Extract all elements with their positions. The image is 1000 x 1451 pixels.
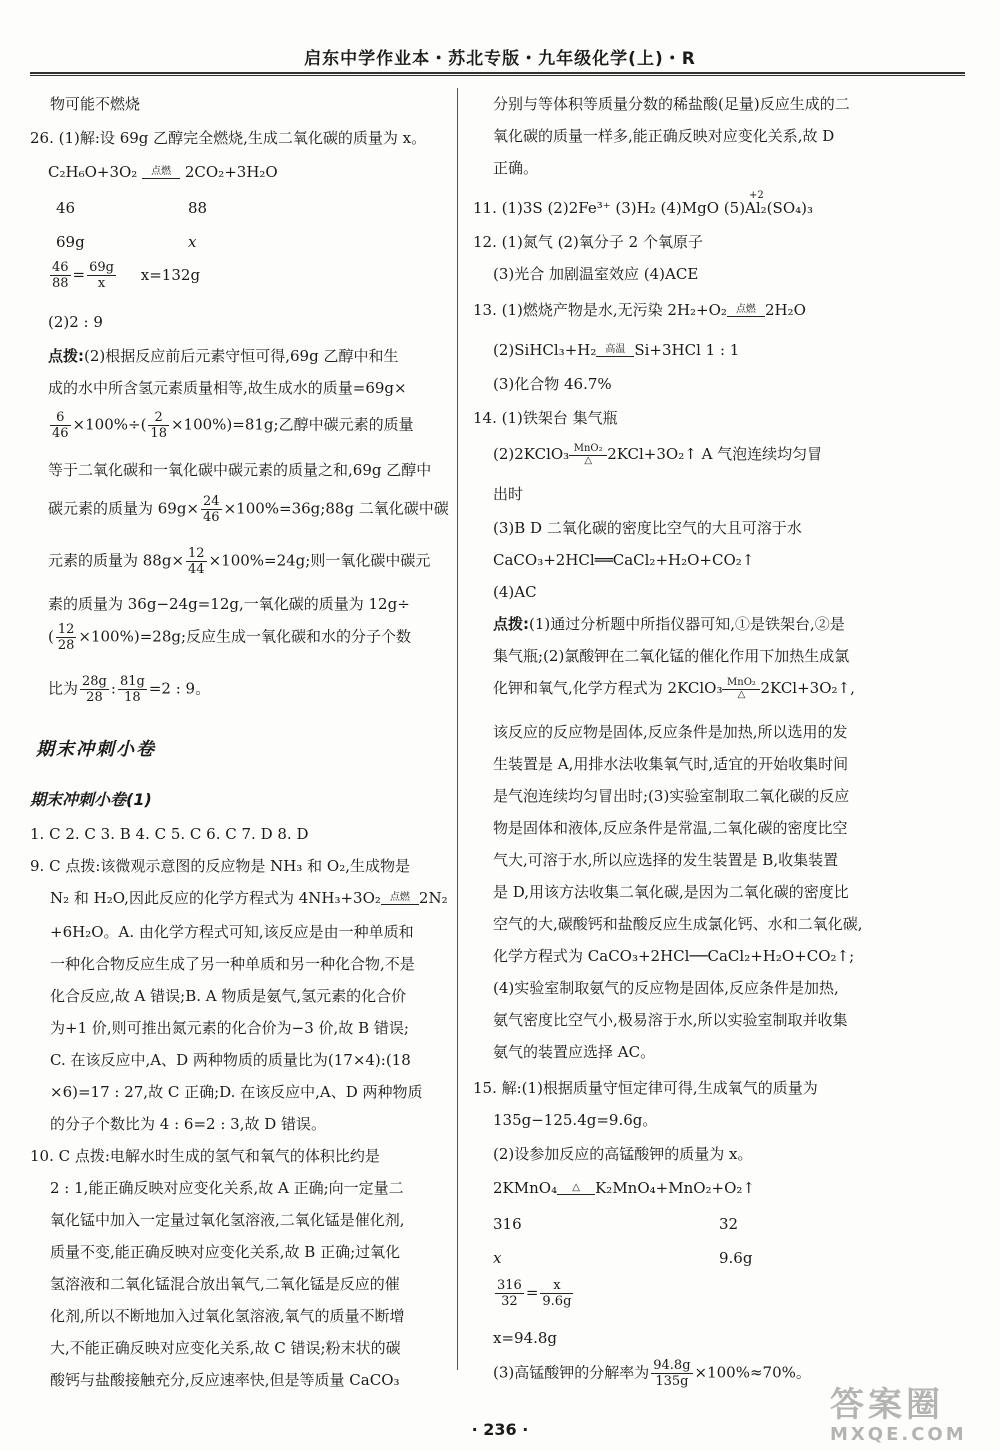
mass-316: 316 — [493, 1215, 522, 1233]
text-line: +6H₂O。A. 由化学方程式可知,该反应是由一种单质和 — [50, 923, 414, 941]
text-line: 135g−125.4g=9.6g。 — [493, 1111, 658, 1129]
fraction: $\frac{x}{9.6g}$ — [542, 1278, 572, 1309]
text-line: 分别与等体积等质量分数的稀盐酸(足量)反应生成的二 — [493, 95, 850, 113]
unknown-x: x — [188, 233, 197, 251]
unknown-x: x — [493, 1249, 502, 1267]
q13-line: 13. (1)燃烧产物是水,无污染 2H₂+O₂ 点燃 2H₂O — [473, 301, 806, 319]
equation-ethanol-combustion — [48, 162, 278, 182]
mass-88: 88 — [188, 199, 208, 217]
text-line: 是气泡连续均匀冒出时;(3)实验室制取二氧化碳的反应 — [493, 787, 850, 805]
q15-line: 15. 解:(1)根据质量守恒定律可得,生成氧气的质量为 — [473, 1079, 818, 1097]
fraction: $\frac{69g}{x}$ — [89, 260, 114, 291]
result-x: x=94.8g — [493, 1329, 558, 1347]
fraction: $\frac{2}{18}$ — [150, 410, 167, 441]
watermark-logo — [830, 1385, 980, 1447]
text-line: 该反应的反应物是固体,反应条件是加热,所以选用的发 — [493, 723, 848, 741]
fraction: $\frac{81g}{18}$ — [119, 674, 145, 705]
equation-line: CaCO₃+2HCl══CaCl₂+H₂O+CO₂↑ — [493, 551, 755, 569]
column-divider — [457, 88, 458, 1370]
mass-69g: 69g — [56, 233, 85, 251]
q12-answers: 12. (1)氮气 (2)氧分子 2 个氧原子 — [473, 233, 703, 251]
text-line: (4)AC — [493, 583, 537, 601]
hint-line: 点拨:(1)通过分析题中所指仪器可知,①是铁架台,②是 — [493, 615, 845, 633]
text-line: 化剂,所以不断地加入过氧化氢溶液,氧气的质量不断增 — [50, 1307, 405, 1325]
decomposition-rate-line: (3)高锰酸钾的分解率为 $\frac{94.8g}{135g}$ ×100%≈70%。 — [493, 1358, 811, 1389]
eq-right: 2CO₂+3H₂O — [184, 163, 278, 181]
reaction-condition: 点燃 — [142, 167, 180, 179]
fraction: $\frac{12}{44}$ — [188, 546, 205, 577]
fraction: $\frac{6}{46}$ — [52, 410, 69, 441]
text-line: 成的水中所含氢元素质量相等,故生成水的质量=69g× — [48, 379, 407, 397]
q14-line: 14. (1)铁架台 集气瓶 — [473, 409, 618, 427]
text-line: 素的质量为 36g−24g=12g,一氧化碳的质量为 12g÷ — [48, 595, 410, 613]
text-line-frac: 元素的质量为 88g× $\frac{12}{44}$ ×100%=24g;则一氧化碳中碳元 — [48, 546, 431, 577]
q10-line: 10. C 点拨:电解水时生成的氢气和氧气的体积比约是 — [30, 1147, 380, 1165]
hint-label: 点拨: — [493, 615, 529, 633]
text-line: (3)光合 加剧温室效应 (4)ACE — [493, 265, 699, 283]
fraction: $\frac{46}{88}$ — [52, 260, 69, 291]
text-line: C. 在该反应中,A、D 两种物质的质量比为(17×4):(18 — [50, 1051, 411, 1069]
text-line: 物可能不燃烧 — [50, 95, 141, 113]
q9-equation-line: N₂ 和 H₂O,因此反应的化学方程式为 4NH₃+3O₂ 点燃 2N₂ — [50, 889, 448, 907]
valence-mark: +2 — [749, 190, 764, 201]
text-line: 的分子个数比为 4 : 6=2 : 3,故 D 错误。 — [50, 1115, 327, 1133]
header-rule-thin — [30, 75, 965, 76]
text-line: 氧化碳的质量一样多,能正确反映对应变化关系,故 D — [493, 127, 835, 145]
text-line-frac: 碳元素的质量为 69g× $\frac{24}{46}$ ×100%=36g;88g 二氧化碳中碳 — [48, 494, 449, 525]
text-line: (3)化合物 46.7% — [493, 375, 612, 393]
mass-46: 46 — [56, 199, 76, 217]
q9-line: 9. C 点拨:该微观示意图的反应物是 NH₃ 和 O₂,生成物是 — [30, 857, 410, 875]
text-line-frac: 比为 $\frac{28g}{28}$ : $\frac{81g}{18}$ =2 : 9。 — [48, 674, 211, 705]
text-line: 氨气的装置应选择 AC。 — [493, 1043, 656, 1061]
proportion-line: $\frac{46}{88}$ = $\frac{69g}{x}$ x=132g — [52, 260, 201, 291]
eq-left: C₂H₆O+3O₂ — [48, 163, 138, 181]
text-line: 化合反应,故 A 错误;B. A 物质是氨气,氢元素的化合价 — [50, 987, 407, 1005]
section-title: 期末冲刺小卷 — [36, 739, 156, 760]
reaction-condition: 高温 — [596, 345, 634, 357]
answer-2: (2)2 : 9 — [48, 313, 103, 331]
text-line: 等于二氧化碳和一氧化碳中碳元素的质量之和,69g 乙醇中 — [48, 461, 432, 479]
text-line: 质量不变,能正确反映对应变化关系,故 B 正确;过氧化 — [50, 1243, 401, 1261]
text-line: 正确。 — [493, 159, 539, 177]
proportion-line: $\frac{316}{32}$ = $\frac{x}{9.6g}$ — [497, 1278, 572, 1309]
text-line: 物是固体和液体,反应条件是常温,二氧化碳的密度比空 — [493, 819, 848, 837]
text-line: 生装置是 A,用排水法收集氧气时,适宜的开始收集时间 — [493, 755, 849, 773]
text-line: 空气的大,碳酸钙和盐酸反应生成氯化钙、水和二氧化碳, — [493, 915, 863, 933]
subsection-title: 期末冲刺小卷(1) — [30, 790, 152, 809]
text-line: 2 : 1,能正确反映对应变化关系,故 A 正确;向一定量二 — [50, 1179, 404, 1197]
text-line: 酸钙与盐酸接触充分,反应速率快,但是等质量 CaCO₃ — [50, 1371, 400, 1389]
text-line: (2)设参加反应的高锰酸钾的质量为 x。 — [493, 1145, 753, 1163]
text-line: 为+1 价,则可推出氮元素的化合价为−3 价,故 B 错误; — [50, 1019, 409, 1037]
text-line-frac: $\frac{6}{46}$ ×100%÷( $\frac{2}{18}$ ×100%)=81g;乙醇中碳元素的质量 — [52, 410, 414, 441]
fraction: $\frac{24}{46}$ — [203, 494, 220, 525]
fraction: $\frac{28g}{28}$ — [82, 674, 107, 705]
reaction-condition: 点燃 — [727, 305, 765, 317]
result-x: x=132g — [140, 265, 201, 284]
q11-answers: 11. (1)3S (2)2Fe³⁺ (3)H₂ (4)MgO (5)Al₂(SO₄)₃ +2 — [473, 198, 813, 218]
page-number: · 236 · — [471, 1420, 529, 1439]
equation-line: 化钾和氧气,化学方程式为 2KClO₃ MnO₂ △ 2KCl+3O₂↑, — [493, 677, 855, 700]
text-line: (3)B D 二氧化碳的密度比空气的大且可溶于水 — [493, 519, 802, 537]
mass-32: 32 — [719, 1215, 739, 1233]
hint-label: 点拨: — [48, 347, 84, 365]
watermark-url: MXQE.COM — [830, 1424, 967, 1445]
watermark-text: 答案圈 — [830, 1385, 944, 1425]
header-rule — [30, 72, 965, 74]
text-line: (4)实验室制取氨气的反应物是固体,反应条件是加热, — [493, 979, 839, 997]
text-line: 出时 — [493, 485, 524, 503]
fraction: $\frac{316}{32}$ — [497, 1278, 522, 1309]
hint-line: 点拨:(2)根据反应前后元素守恒可得,69g 乙醇中和生 — [48, 347, 399, 365]
mc-answers: 1. C 2. C 3. B 4. C 5. C 6. C 7. D 8. D — [30, 825, 309, 843]
reaction-condition: △ — [557, 1183, 595, 1195]
q14-equation-line: (2)2KClO₃ MnO₂ △ 2KCl+3O₂↑ A 气泡连续均匀冒 — [493, 443, 823, 466]
mass-9-6g: 9.6g — [719, 1249, 753, 1267]
reaction-condition: MnO₂ △ — [569, 444, 607, 466]
text-line-frac: ( $\frac{12}{28}$ ×100%)=28g;反应生成一氧化碳和水的分子个数 — [48, 622, 412, 653]
text-line: 大,不能正确反映对应变化关系,故 C 错误;粉末状的碳 — [50, 1339, 401, 1357]
text-line: 集气瓶;(2)氯酸钾在二氧化锰的催化作用下加热生成氯 — [493, 647, 850, 665]
text-line: ×6)=17 : 27,故 C 正确;D. 在该反应中,A、D 两种物质 — [50, 1083, 423, 1101]
reaction-condition: MnO₂ △ — [722, 678, 760, 700]
reaction-condition: 点燃 — [381, 893, 419, 905]
text-line: 化学方程式为 CaCO₃+2HCl──CaCl₂+H₂O+CO₂↑; — [493, 947, 855, 965]
page-header: 启东中学作业本・苏北专版・九年级化学(上)・R — [304, 49, 696, 69]
text-line: 是 D,用该方法收集二氧化碳,是因为二氧化碳的密度比 — [493, 883, 849, 901]
fraction: $\frac{12}{28}$ — [57, 622, 75, 653]
q13-equation-line: (2)SiHCl₃+H₂ 高温 Si+3HCl 1 : 1 — [493, 341, 740, 359]
text-line: 氢溶液和二氧化锰混合放出氧气,二氧化锰是反应的催 — [50, 1275, 400, 1293]
equation-kmno4: 2KMnO₄ △ K₂MnO₄+MnO₂+O₂↑ — [493, 1179, 755, 1197]
fraction: $\frac{94.8g}{135g}$ — [653, 1358, 691, 1389]
q26-heading: 26. (1)解:设 69g 乙醇完全燃烧,生成二氧化碳的质量为 x。 — [30, 129, 427, 147]
text-line: 气大,可溶于水,所以应选择的发生装置是 B,收集装置 — [493, 851, 839, 869]
text-line: 氧化锰中加入一定量过氧化氢溶液,二氧化锰是催化剂, — [50, 1211, 405, 1229]
text-line: 氨气密度比空气小,极易溶于水,所以实验室制取并收集 — [493, 1011, 848, 1029]
text-line: 一种化合物反应生成了另一种单质和另一种化合物,不是 — [50, 955, 415, 973]
